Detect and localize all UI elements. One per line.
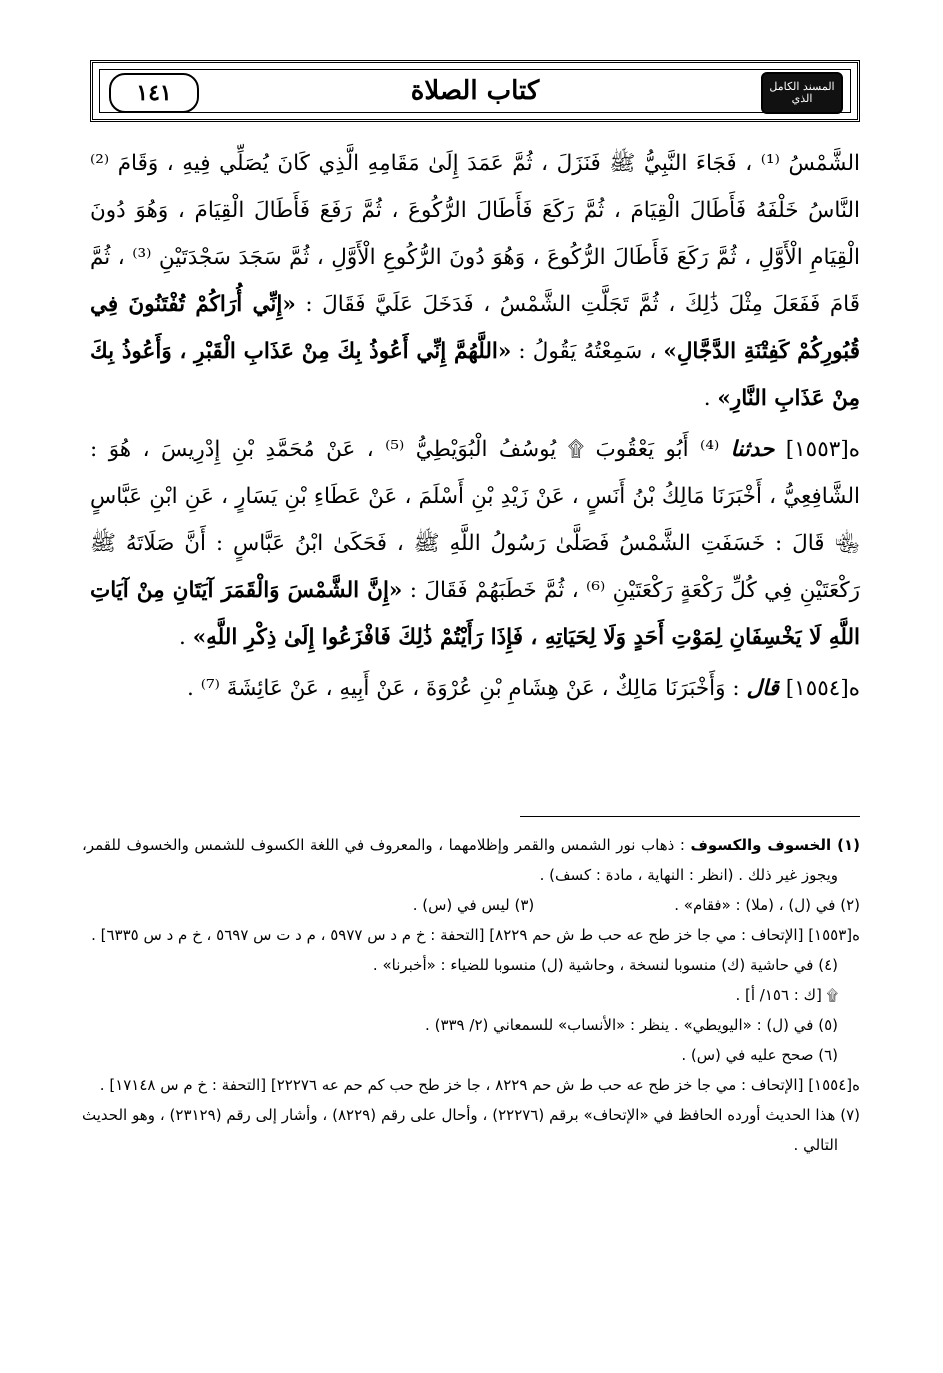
hadith-1554: [90, 665, 860, 712]
footnote-4: (٤) في حاشية (ك) منسوبا لنسخة ، وحاشية (ل) منسوبا للضياء : «أخبرنا» .: [372, 956, 838, 974]
narration-formula: قال: [746, 676, 779, 701]
hadith-continuation: [90, 140, 860, 422]
footnotes: [82, 830, 860, 1160]
text-line: .: [179, 625, 186, 650]
footnote-5: (٥) في (ل) : «اليويطي» . ينظر : «الأنساب» للسمعاني (٢/ ٣٣٩) .: [425, 1016, 838, 1034]
page-number: ١٤١: [109, 73, 199, 113]
isnad-text: : وَأَخْبَرَنَا مَالِكٌ ، عَنْ هِشَامِ بْنِ عُرْوَةَ ، عَنْ أَبِيهِ ، عَنْ عَائِشَةَ ⁽⁷⁾ .: [187, 676, 740, 701]
footnote-1: [82, 830, 860, 890]
footnote-label: (١) الخسوف والكسوف: [690, 836, 861, 854]
chapter-title: كتاب الصلاة: [410, 76, 540, 106]
hadith-number: ە[١٥٥٤]: [785, 676, 860, 701]
footnote-hadith-1553: ە[١٥٥٣] [الإتحاف : مي جا خز طح عه حب ط ش حم ٨٢٢٩] [التحفة : خ م د س ٥٩٧٧ ، م د ت س ٥٦٩٧ ، خ م د س ٦٣٣٥] .: [91, 926, 860, 944]
text-line: الشَّمْسُ ⁽¹⁾ ، فَجَاءَ النَّبِيُّ ﷺ فَنَزَلَ ، ثُمَّ عَمَدَ إِلَىٰ مَقَامِهِ الَّذِي كَانَ يُصَلِّي فِيهِ ، وَقَامَ ⁽²⁾ النَّاسُ خَلْفَهُ فَأَطَالَ الْقِيَامَ ، ثُمَّ رَكَعَ فَأَطَالَ الرُّكُوعَ ، ثُمَّ رَفَعَ فَأَطَالَ الْقِيَامَ ، وَهُوَ دُونَ الْقِيَامِ الْأَوَّلِ ، ثُمَّ رَكَعَ فَأَطَالَ الرُّكُوعَ ، وَهُوَ دُونَ الرُّكُوعِ الْأَوَّلِ ، ثُمَّ سَجَدَ سَجْدَتَيْنِ ⁽³⁾ ، ثُمَّ قَامَ فَفَعَلَ مِثْلَ ذَٰلِكَ ، ثُمَّ تَجَلَّتِ الشَّمْسُ ، فَدَخَلَ عَلَيَّ فَقَالَ :: [90, 151, 861, 317]
footnote-folio: ۩ [ك : ١٥٦/ أ] .: [735, 986, 838, 1004]
footnote-7: (٧) هذا الحديث أورده الحافظ في «الإتحاف» برقم (٢٢٢٧٦) ، وأحال على رقم (٨٢٢٩) ، وأشار إلى رقم (٢٣١٢٩) ، وهو الحديث التالي .: [82, 1106, 860, 1154]
prophet-quote: «إِنِّي أُرَاكُمْ تُفْتَنُونَ فِي قُبُورِكُمْ كَفِتْنَةِ الدَّجَّالِ»: [90, 292, 860, 364]
footnote-2-3: [82, 890, 860, 920]
footnote-3: (٣) ليس في (س) .: [412, 896, 535, 914]
prophet-quote: «إِنَّ الشَّمْسَ وَالْقَمَرَ آيَتَانِ مِنْ آيَاتِ اللَّهِ لَا يَخْسِفَانِ لِمَوْتِ أَحَدٍ وَلَا لِحَيَاتِهِ ، فَإِذَا رَأَيْتُمْ ذَٰلِكَ فَافْزَعُوا إِلَىٰ ذِكْرِ اللَّهِ»: [90, 578, 860, 650]
hadith-number: ە[١٥٥٣]: [785, 437, 860, 462]
narration-formula: حدثنا: [730, 437, 775, 462]
book-emblem-logo: المسند الكامل الذي: [761, 72, 843, 114]
text-line: .: [703, 386, 711, 411]
isnad-text: ⁽⁴⁾ أَبُو يَعْقُوبَ ۩ يُوسُفُ الْبُوَيْطِيُّ ⁽⁵⁾ ، عَنْ مُحَمَّدِ بْنِ إِدْرِيسَ ، هُوَ : الشَّافِعِيُّ ، أَخْبَرَنَا مَالِكُ بْنُ أَنَسٍ ، عَنْ زَيْدِ بْنِ أَسْلَمَ ، عَنْ عَطَاءِ بْنِ يَسَارٍ ، عَنِ ابْنِ عَبَّاسٍ ﵄ قَالَ : خَسَفَتِ الشَّمْسُ فَصَلَّىٰ رَسُولُ اللَّهِ ﷺ ، فَحَكَىٰ ابْنُ عَبَّاسٍ : أَنَّ صَلَاتَهُ ﷺ رَكْعَتَيْنِ فِي كُلِّ رَكْعَةٍ رَكْعَتَيْنِ ⁽⁶⁾ ، ثُمَّ خَطَبَهُمْ فَقَالَ :: [90, 437, 860, 603]
footnote-divider: [520, 816, 860, 817]
footnote-hadith-1554: ە[١٥٥٤] [الإتحاف : مي جا خز طح عه حب ط ش حم ٨٢٢٩ ، جا خز طح حب كم حم عه ٢٢٢٧٦] [التحفة : خ م س ١٧١٤٨] .: [99, 1076, 860, 1094]
page-header: [90, 60, 860, 122]
footnote-6: (٦) صحح عليه في (س) .: [681, 1046, 838, 1064]
footnote-2: (٢) في (ل) ، (ملا) : «فقام» .: [674, 896, 860, 914]
hadith-1553: [90, 426, 860, 661]
footnote-text: : ذهاب نور الشمس والقمر وإظلامهما ، والمعروف في اللغة الكسوف للشمس والخسوف للقمر، ويجوز غير ذلك . (انظر : النهاية ، مادة : كسف) .: [82, 836, 838, 884]
text-line: ، سَمِعْتُهُ يَقُولُ :: [518, 339, 657, 364]
main-text: [90, 140, 860, 712]
supplication-quote: «اللَّهُمَّ إِنِّي أَعُوذُ بِكَ مِنْ عَذَابِ الْقَبْرِ ، وَأَعُوذُ بِكَ مِنْ عَذَابِ النَّارِ»: [90, 339, 860, 411]
